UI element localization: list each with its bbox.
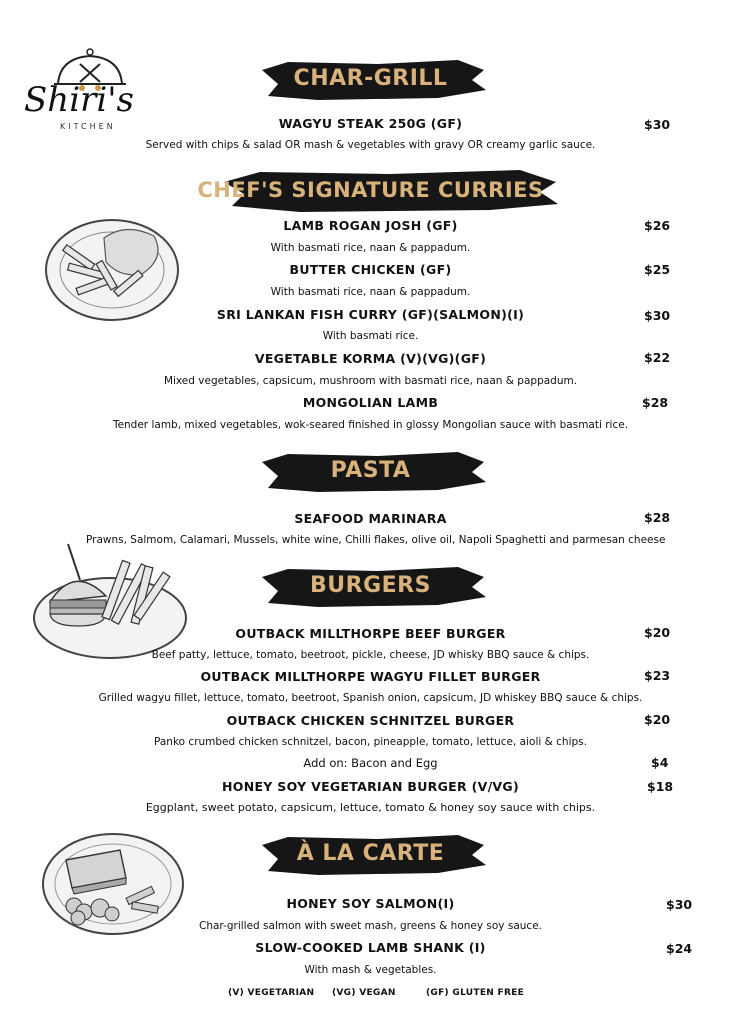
item-name-lamb-rogan-josh: LAMB ROGAN JOSH (GF) [283, 218, 458, 233]
item-desc-wagyu-burger: Grilled wagyu fillet, lettuce, tomato, beetroot, Spanish onion, capsicum, JD whiskey BBQ sauce & chips. [98, 692, 643, 704]
item-price-honey-soy-salmon: $30 [666, 897, 693, 912]
logo-name: Shiri's [24, 80, 134, 120]
legend-gluten-free: (GF) GLUTEN FREE [426, 988, 525, 998]
item-price-butter-chicken: $25 [644, 262, 671, 277]
legend-vegetarian: (V) VEGETARIAN [228, 988, 315, 998]
item-name-honey-soy-salmon: HONEY SOY SALMON(I) [286, 896, 455, 911]
item-name-wagyu-steak: WAGYU STEAK 250G (GF) [278, 116, 463, 131]
section-banner-pasta [0, 448, 741, 496]
section-banner-curries [0, 166, 741, 214]
item-name-beef-burger: OUTBACK MILLTHORPE BEEF BURGER [235, 626, 506, 641]
legend-vegan: (VG) VEGAN [332, 988, 396, 998]
item-desc-butter-chicken: With basmati rice, naan & pappadum. [270, 286, 471, 298]
item-price-seafood-marinara: $28 [644, 510, 671, 525]
item-desc-schnitzel-burger: Panko crumbed chicken schnitzel, bacon, pineapple, tomato, lettuce, aioli & chips. [154, 736, 587, 748]
item-price-beef-burger: $20 [644, 625, 671, 640]
section-title-alacarte: À LA CARTE [296, 841, 445, 866]
item-desc-beef-burger: Beef patty, lettuce, tomato, beetroot, pickle, cheese, JD whisky BBQ sauce & chips. [151, 649, 590, 661]
section-title-curries: CHEF'S SIGNATURE CURRIES [197, 178, 544, 202]
section-banner-chargrill [0, 56, 741, 104]
item-name-vegetarian-burger: HONEY SOY VEGETARIAN BURGER (V/VG) [222, 779, 519, 794]
addon-label: Add on: Bacon and Egg [303, 756, 438, 770]
item-price-wagyu-burger: $23 [644, 668, 671, 683]
section-title-burgers: BURGERS [310, 573, 431, 598]
item-name-vegetable-korma: VEGETABLE KORMA (V)(VG)(GF) [254, 351, 487, 366]
item-desc-mongolian-lamb: Tender lamb, mixed vegetables, wok-seared finished in glossy Mongolian sauce with basmati rice. [112, 419, 629, 431]
item-name-mongolian-lamb: MONGOLIAN LAMB [302, 395, 439, 410]
item-price-schnitzel-burger: $20 [644, 712, 671, 727]
item-name-butter-chicken: BUTTER CHICKEN (GF) [289, 262, 452, 277]
section-title-chargrill: CHAR-GRILL [293, 66, 448, 91]
item-price-wagyu-steak: $30 [644, 117, 671, 132]
section-banner-alacarte [0, 831, 741, 879]
item-name-wagyu-burger: OUTBACK MILLTHORPE WAGYU FILLET BURGER [200, 669, 541, 684]
item-desc-honey-soy-salmon: Char-grilled salmon with sweet mash, greens & honey soy sauce. [198, 920, 542, 932]
item-desc-lamb-rogan-josh: With basmati rice, naan & pappadum. [270, 242, 471, 254]
item-desc-vegetable-korma: Mixed vegetables, capsicum, mushroom with basmati rice, naan & pappadum. [163, 375, 578, 387]
item-name-fish-curry: SRI LANKAN FISH CURRY (GF)(SALMON)(I) [216, 307, 525, 322]
item-price-vegetable-korma: $22 [644, 350, 671, 365]
logo-subtitle: KITCHEN [60, 122, 116, 131]
section-banner-burgers [0, 563, 741, 611]
item-desc-wagyu-steak: Served with chips & salad OR mash & vegetables with gravy OR creamy garlic sauce. [145, 139, 596, 151]
item-price-vegetarian-burger: $18 [647, 779, 674, 794]
item-desc-vegetarian-burger: Eggplant, sweet potato, capsicum, lettuce, tomato & honey soy sauce with chips. [145, 801, 596, 814]
item-name-schnitzel-burger: OUTBACK CHICKEN SCHNITZEL BURGER [226, 713, 515, 728]
item-price-lamb-shank: $24 [666, 941, 693, 956]
item-desc-lamb-shank: With mash & vegetables. [304, 964, 437, 976]
item-price-mongolian-lamb: $28 [642, 395, 669, 410]
item-desc-fish-curry: With basmati rice. [322, 330, 419, 342]
item-price-lamb-rogan-josh: $26 [644, 218, 671, 233]
item-name-seafood-marinara: SEAFOOD MARINARA [294, 511, 447, 526]
item-desc-seafood-marinara: Prawns, Salmom, Calamari, Mussels, white wine, Chilli flakes, olive oil, Napoli Spaghetti and parmesan cheese [86, 534, 666, 546]
section-title-pasta: PASTA [330, 458, 411, 483]
item-name-lamb-shank: SLOW-COOKED LAMB SHANK (I) [255, 940, 486, 955]
addon-price: $4 [651, 755, 669, 770]
item-price-fish-curry: $30 [644, 308, 671, 323]
